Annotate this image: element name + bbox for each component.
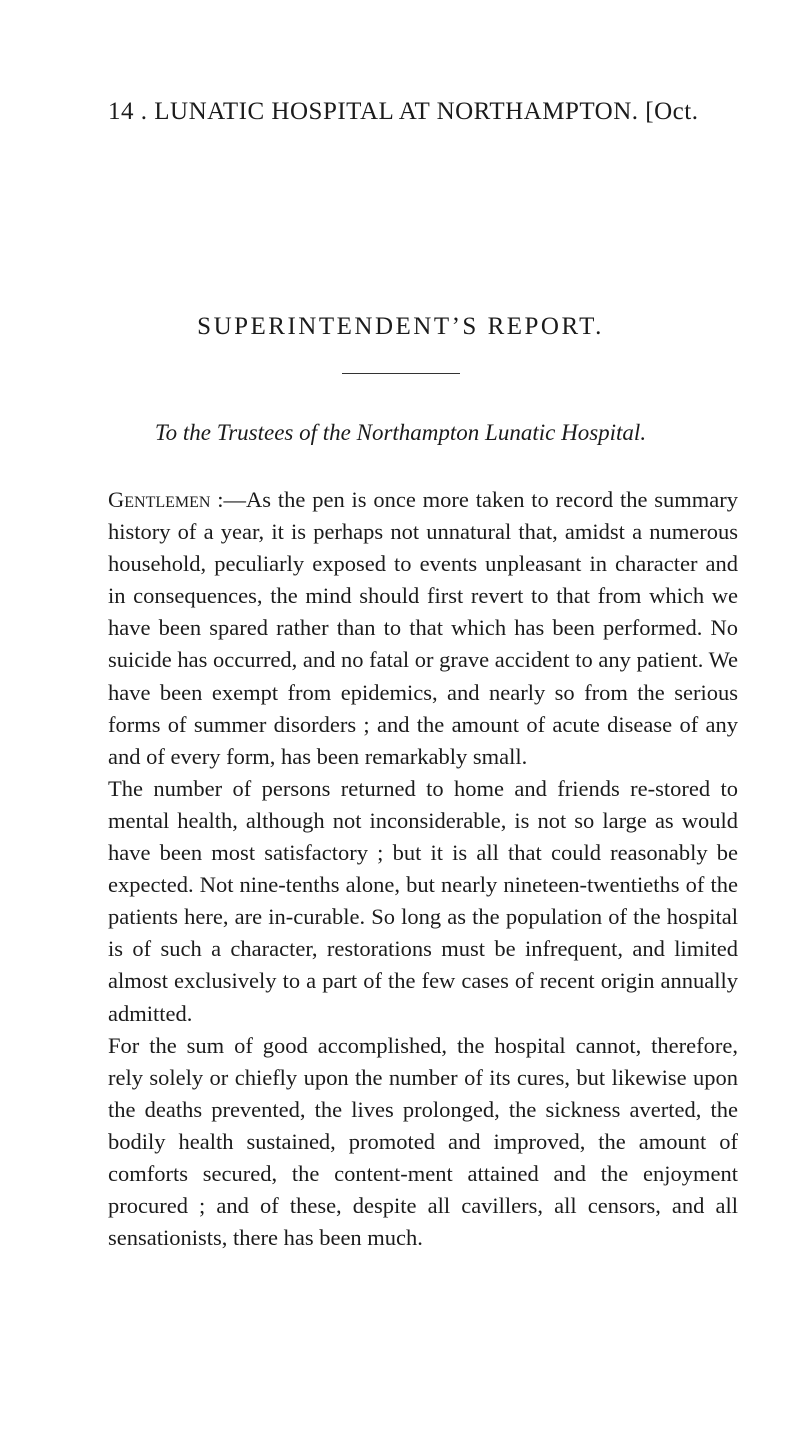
paragraph-3: For the sum of good accomplished, the hospital cannot, therefore, rely solely or chiefly upon the number of its cures, but likewise upon the deaths prevented, the lives prolonged, the sickness averted, the bodily health sustained, promoted and improved, the amount of comforts secured, the content-ment attained and the enjoyment procured ; and of these, despite all cavillers, all censors, and all sensationists, there has been much. xyxy=(108,1032,738,1251)
salutation: Gentlemen : xyxy=(108,487,224,512)
paragraph-1 xyxy=(108,484,738,773)
section-title: SUPERINTENDENT’S REPORT. xyxy=(197,313,604,340)
running-head: 14 . LUNATIC HOSPITAL AT NORTHAMPTON. [Oct. xyxy=(108,98,699,125)
paragraph-2: The number of persons returned to home and friends re-stored to mental health, although not inconsiderable, is not so large as would have been most satisfactory ; but it is all that could reasonably be expected. Not nine-tenths alone, but nearly nineteen-twentieths of the patients here, are in-curable. So long as the population of the hospital is of such a character, restorations must be infrequent, and limited almost exclusively to a part of the few cases of recent origin annually admitted. xyxy=(108,775,738,1026)
title-divider-rule xyxy=(342,373,460,374)
report-body xyxy=(108,484,738,1254)
report-address: To the Trustees of the Northampton Lunatic Hospital. xyxy=(154,420,647,445)
paragraph-1-text: —As the pen is once more taken to record the summary history of a year, it is perhaps not unnatural that, amidst a numerous household, peculiarly exposed to events unpleasant in character and in consequences, the mind should first revert to that from which we have been spared rather than to that which has been performed. No suicide has occurred, and no fatal or grave accident to any patient. We have been exempt from epidemics, and nearly so from the serious forms of summer disorders ; and the amount of acute disease of any and of every form, has been remarkably small. xyxy=(108,487,739,769)
